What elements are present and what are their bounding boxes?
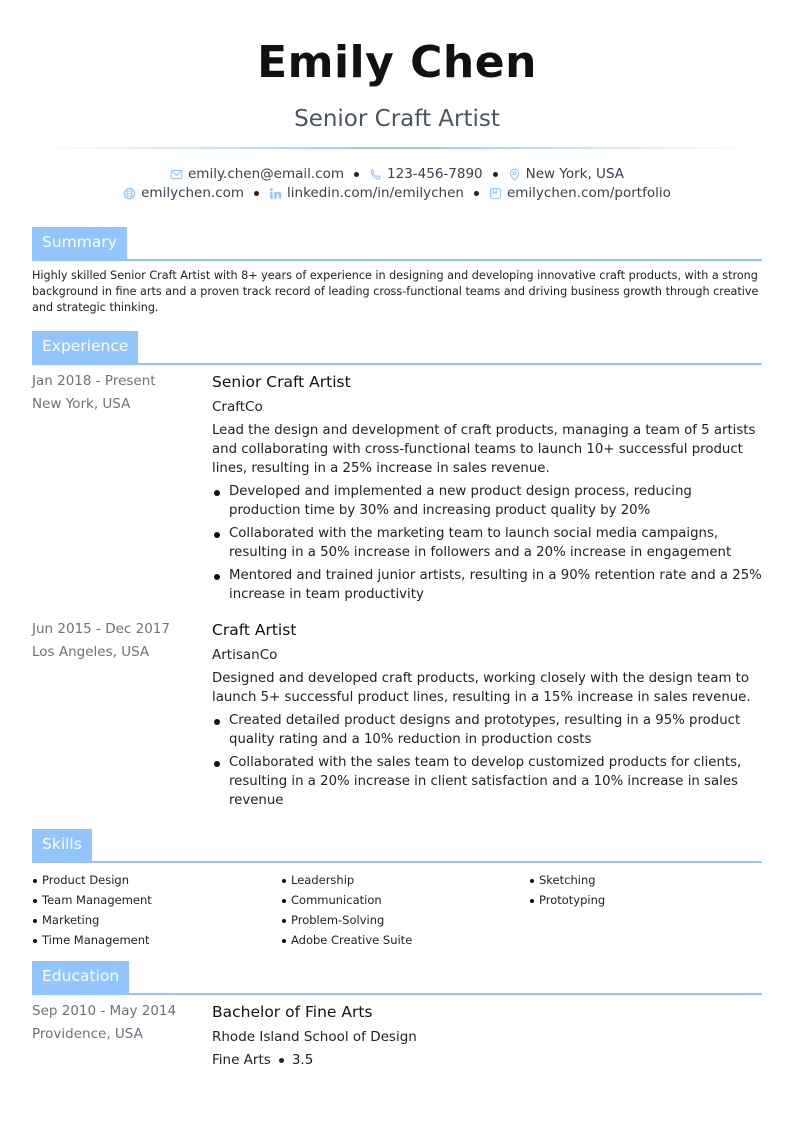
job-title: Craft Artist (212, 621, 297, 639)
job-dates: Jun 2015 - Dec 2017 (32, 621, 170, 637)
job-bullet: Mentored and trained junior artists, resulting in a 90% retention rate and a 25% increase in team productivity (212, 566, 764, 604)
education-degree: Bachelor of Fine Arts (212, 1003, 373, 1021)
portfolio-icon (489, 187, 502, 200)
skill-item: Sketching (529, 870, 605, 890)
contact-portfolio[interactable] (489, 185, 671, 201)
separator-dot (279, 1058, 284, 1063)
job-location: New York, USA (32, 396, 131, 412)
job-location: Los Angeles, USA (32, 644, 150, 660)
linkedin-icon (269, 187, 282, 200)
job-title: Senior Craft Artist (212, 373, 351, 391)
education-dates: Sep 2010 - May 2014 (32, 1003, 177, 1019)
skill-item: Adobe Creative Suite (281, 930, 412, 950)
job-bullet: Collaborated with the sales team to develop customized products for clients, resulting in a 20% increase in client satisfaction and a 10% increase in sales revenue (212, 753, 764, 810)
location-pin-icon (508, 168, 521, 181)
skill-item: Team Management (32, 890, 152, 910)
contact-row-2 (32, 185, 762, 201)
job-bullet: Created detailed product designs and prototypes, resulting in a 95% product quality rating and a 10% reduction in production costs (212, 711, 764, 749)
contact-phone[interactable] (369, 166, 483, 182)
skills-column (32, 870, 152, 950)
education-gpa: 3.5 (291, 1052, 314, 1068)
education-field: Fine Arts (212, 1052, 271, 1068)
contact-linkedin[interactable] (269, 185, 464, 201)
separator-dot (474, 191, 479, 196)
education-location: Providence, USA (32, 1026, 143, 1042)
contact-website[interactable] (123, 185, 244, 201)
job-dates: Jan 2018 - Present (32, 373, 156, 389)
skill-item: Prototyping (529, 890, 605, 910)
skill-item: Communication (281, 890, 412, 910)
header-divider (42, 147, 752, 149)
contact-linkedin-text: linkedin.com/in/emilychen (287, 185, 464, 201)
job-bullet: Collaborated with the marketing team to launch social media campaigns, resulting in a 50% increase in followers and a 20% increase in engagement (212, 524, 764, 562)
candidate-title: Senior Craft Artist (294, 106, 500, 132)
candidate-name: Emily Chen (257, 37, 537, 88)
experience-section-header (32, 331, 762, 365)
education-details (212, 1052, 313, 1068)
education-section-header (32, 961, 762, 995)
separator-dot (354, 172, 359, 177)
skill-item: Product Design (32, 870, 152, 890)
contact-phone-text: 123-456-7890 (387, 166, 483, 182)
job-bullets (212, 711, 764, 814)
contact-row-1 (32, 166, 762, 182)
contact-email[interactable] (170, 166, 344, 182)
skill-item: Problem-Solving (281, 910, 412, 930)
skills-heading: Skills (32, 829, 92, 861)
education-school: Rhode Island School of Design (212, 1029, 417, 1045)
skill-item: Time Management (32, 930, 152, 950)
summary-section-header (32, 227, 762, 261)
experience-heading: Experience (32, 331, 138, 363)
contact-portfolio-text: emilychen.com/portfolio (506, 185, 671, 201)
contact-website-text: emilychen.com (141, 185, 245, 201)
separator-dot (493, 172, 498, 177)
job-company: CraftCo (212, 399, 263, 415)
job-bullets (212, 482, 764, 608)
job-description: Designed and developed craft products, working closely with the design team to launch 5+ successful product lines, resulting in a 15% increase in sales revenue. (212, 671, 751, 705)
phone-icon (369, 168, 382, 181)
separator-dot (254, 191, 259, 196)
summary-text: Highly skilled Senior Craft Artist with 8+ years of experience in designing and developing innovative craft products, with a strong background in fine arts and a proven track record of leading cross-functional teams and driving business growth through creative and strategic thinking. (32, 269, 759, 314)
contact-location-text: New York, USA (525, 166, 624, 182)
skill-item: Marketing (32, 910, 152, 930)
education-heading: Education (32, 961, 129, 993)
mail-icon (170, 168, 183, 181)
skills-column (281, 870, 412, 950)
globe-icon (123, 187, 136, 200)
summary-heading: Summary (32, 227, 127, 259)
skill-item: Leadership (281, 870, 412, 890)
contact-location (508, 166, 624, 182)
job-bullet: Developed and implemented a new product design process, reducing production time by 30% and increasing product quality by 20% (212, 482, 764, 520)
contact-email-text: emily.chen@email.com (188, 166, 345, 182)
job-description: Lead the design and development of craft products, managing a team of 5 artists and collaborating with cross-functional teams to launch 10+ successful product lines, resulting in a 25% increase in sales revenue. (212, 423, 756, 476)
skills-column (529, 870, 605, 910)
skills-section-header (32, 829, 762, 863)
job-company: ArtisanCo (212, 647, 278, 663)
